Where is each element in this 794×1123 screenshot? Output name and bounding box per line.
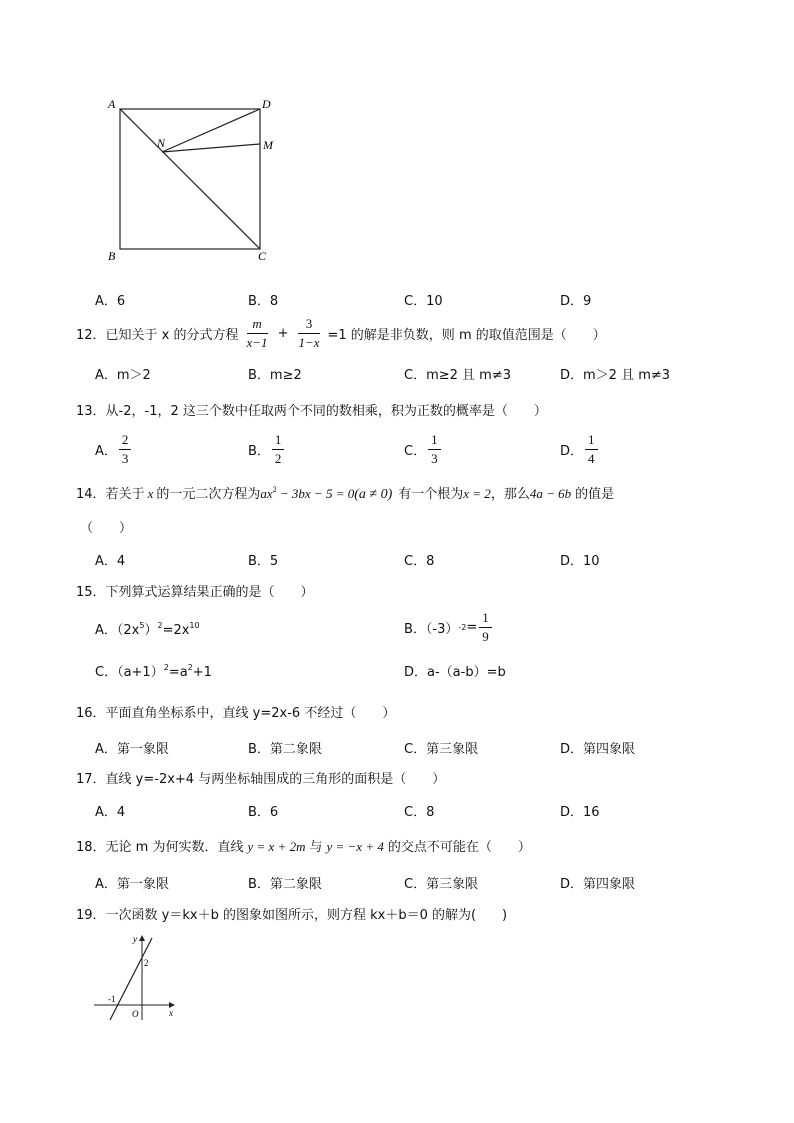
q15-option-d: D．a-（a-b）=b: [404, 665, 506, 680]
label-m: M: [263, 138, 273, 152]
q14-eq-condition: (a ≠ 0): [354, 487, 393, 502]
q17-option-d: D．16: [560, 805, 600, 820]
x-intercept-label: -1: [108, 994, 116, 1004]
q14-text-2: 的一元二次方程为: [156, 487, 261, 502]
q13-option-d-num: 1: [585, 432, 598, 450]
y-intercept-label: 2: [144, 958, 149, 968]
q15-option-c-part-3: +1: [192, 665, 212, 680]
q12-number: 12．: [76, 328, 106, 343]
q16-stem: 16．平面直角坐标系中，直线 y=2x-6 不经过（ ）: [76, 706, 396, 721]
q18-eq-1: y = x + 2m: [247, 839, 306, 854]
q14-eq-rest: − 3bx − 5 = 0: [276, 486, 355, 501]
q14-stem: [76, 483, 614, 503]
q15-option-c-sup-2: 2: [187, 663, 193, 672]
q18-eq-2: y = −x + 4: [326, 839, 384, 854]
q15-option-c: [95, 661, 212, 680]
q15-option-a-part-3: =2x: [162, 623, 190, 638]
label-c: C: [258, 249, 267, 263]
q14-eq-expression: 4a − 6b: [529, 486, 572, 501]
q16-option-b: B．第二象限: [248, 742, 322, 757]
q18-text-3: 的交点不可能在（ ）: [387, 840, 531, 855]
q16-option-c: C．第三象限: [404, 742, 479, 757]
q13-option-c: [404, 432, 443, 467]
q18-stem: [76, 836, 531, 855]
q17-option-c: C．8: [404, 805, 435, 820]
x-axis-label: x: [169, 1008, 173, 1018]
q12-suffix: =1 的解是非负数，则 m 的取值范围是（ ）: [327, 328, 606, 343]
q14-answer-paren: （ ）: [80, 521, 133, 536]
q15-option-a-sup-1: 5: [139, 621, 145, 630]
q12-fraction-1-den: x−1: [246, 335, 268, 350]
q14-text-1: 若关于: [105, 487, 145, 502]
q13-option-d-den: 4: [588, 451, 595, 466]
q12-fraction-2-num: 3: [298, 316, 319, 334]
q18-option-a: A．第一象限: [95, 877, 169, 892]
q18-text-1: 18．无论 m 为何实数．直线: [76, 840, 244, 855]
q13-option-c-den: 3: [431, 451, 438, 466]
q13-option-b-num: 1: [272, 432, 285, 450]
q15-option-a: [95, 619, 200, 638]
q12-fraction-2: [298, 316, 319, 351]
q11-option-a: A．6: [95, 294, 126, 309]
y-axis-label: y: [133, 934, 137, 944]
q19-graph: [90, 928, 182, 1024]
q12-option-c: C．m≥2 且 m≠3: [404, 368, 511, 383]
q16-option-a: A．第一象限: [95, 742, 169, 757]
q12-fraction-1-num: m: [247, 316, 268, 334]
label-a: A: [108, 97, 116, 111]
q15-option-b-fraction: [479, 610, 492, 645]
q15-option-b-part-1: B．（-3）: [404, 622, 459, 637]
q12-stem: [76, 316, 606, 351]
q18-option-c: C．第三象限: [404, 877, 479, 892]
q14-var-x: x: [147, 486, 154, 501]
q13-option-a-fraction: [119, 432, 132, 467]
q14-text-4: ，那么: [490, 487, 530, 502]
q15-option-a-part-1: A．（2x: [95, 623, 140, 638]
q17-option-b: B．6: [248, 805, 279, 820]
q15-option-b-den: 9: [482, 629, 489, 644]
q13-option-c-num: 1: [428, 432, 441, 450]
q13-option-a-den: 3: [121, 451, 129, 466]
q11-option-d: D．9: [560, 294, 592, 309]
q14-option-d: D．10: [560, 554, 600, 569]
diagonal-ac: [120, 109, 260, 249]
q19-stem: 19．一次函数 y＝kx＋b 的图象如图所示，则方程 kx＋b＝0 的解为( ): [76, 908, 508, 923]
q18-option-b: B．第二象限: [248, 877, 322, 892]
q13-option-b-label: B．: [248, 444, 270, 459]
q14-eq-sup: 2: [272, 485, 277, 494]
q11-option-b: B．8: [248, 294, 279, 309]
q14-option-c: C．8: [404, 554, 435, 569]
q15-option-a-part-2: ）: [144, 623, 158, 638]
origin-label: O: [132, 1009, 139, 1019]
q14-eq-ax: ax: [260, 486, 273, 501]
q15-option-c-part-2: =a: [168, 665, 188, 680]
q14-text-3: 有一个根为: [398, 487, 464, 502]
q14-eq-root: x = 2: [463, 486, 491, 501]
q15-option-b-num: 1: [479, 610, 492, 628]
q13-option-a: [95, 432, 133, 467]
q13-option-c-label: C．: [404, 444, 427, 459]
q13-option-a-num: 2: [119, 432, 132, 450]
q12-plus: +: [277, 326, 289, 341]
q18-text-2: 与: [309, 840, 323, 855]
q15-option-c-part-1: C．（a+1）: [95, 665, 164, 680]
q11-option-c: C．10: [404, 294, 443, 309]
q13-option-a-label: A．: [95, 444, 117, 459]
q13-option-c-fraction: [428, 432, 441, 467]
q15-stem: 15．下列算式运算结果正确的是（ ）: [76, 585, 314, 600]
q12-fraction-1: [247, 316, 268, 351]
q13-option-b-den: 2: [274, 451, 282, 466]
q15-option-c-sup-1: 2: [163, 663, 169, 672]
q12-prefix: 已知关于 x 的分式方程: [105, 328, 239, 343]
q15-option-b-part-2: =: [466, 620, 478, 635]
q15-option-a-sup-3: 10: [189, 621, 200, 630]
q13-option-d: [560, 432, 600, 467]
q17-stem: 17．直线 y=-2x+4 与两坐标轴围成的三角形的面积是（ ）: [76, 772, 446, 787]
q12-option-b: B．m≥2: [248, 368, 302, 383]
q15-option-b-sup: -2: [458, 623, 467, 632]
q15-option-a-sup-2: 2: [157, 621, 163, 630]
q14-text-5: 的值是: [575, 487, 615, 502]
q15-option-b: [404, 610, 494, 645]
q13-option-b: [248, 432, 286, 467]
label-n: N: [157, 136, 166, 150]
q14-option-a: A．4: [95, 554, 126, 569]
label-d: D: [262, 97, 271, 111]
q18-option-d: D．第四象限: [560, 877, 636, 892]
q14-number: 14．: [76, 487, 106, 502]
q13-option-b-fraction: [272, 432, 285, 467]
q12-option-a: A．m＞2: [95, 368, 151, 383]
q17-option-a: A．4: [95, 805, 126, 820]
q13-option-d-fraction: [585, 432, 598, 467]
q12-fraction-2-den: 1−x: [298, 335, 320, 350]
q13-stem: 13．从-2，-1，2 这三个数中任取两个不同的数相乘，积为正数的概率是（ ）: [76, 404, 547, 419]
function-line: [110, 938, 152, 1020]
q12-option-d: D．m＞2 且 m≠3: [560, 368, 671, 383]
label-b: B: [108, 249, 116, 263]
q14-option-b: B．5: [248, 554, 279, 569]
square-figure: [100, 92, 300, 270]
q13-option-d-label: D．: [560, 444, 584, 459]
q16-option-d: D．第四象限: [560, 742, 636, 757]
